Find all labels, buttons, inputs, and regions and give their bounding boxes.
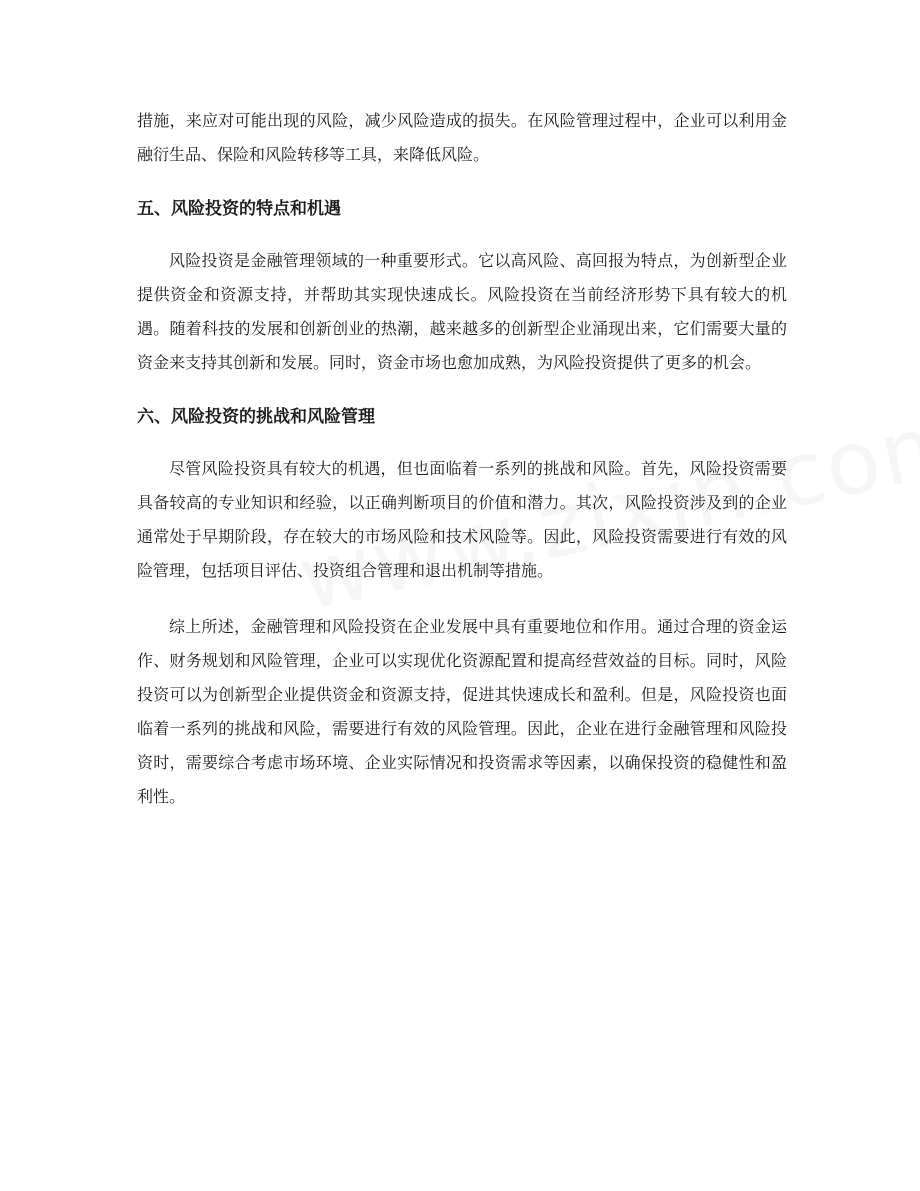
section-heading-5: 五、风险投资的特点和机遇 (137, 199, 341, 219)
paragraph-continuation: 措施，来应对可能出现的风险，减少风险造成的损失。在风险管理过程中，企业可以利用金融衍生品、保险和风险转移等工具，来降低风险。 (137, 111, 787, 164)
paragraph-section-5: 风险投资是金融管理领域的一种重要形式。它以高风险、高回报为特点，为创新型企业提供资金和资源支持，并帮助其实现快速成长。风险投资在当前经济形势下具有较大的机遇。随着科技的发展和创新创业的热潮，越来越多的创新型企业涌现出来，它们需要大量的资金来支持其创新和发展。同时，资金市场也愈加成熟，为风险投资提供了更多的机会。 (137, 251, 787, 372)
document-body (137, 104, 787, 814)
paragraph-conclusion: 综上所述，金融管理和风险投资在企业发展中具有重要地位和作用。通过合理的资金运作、财务规划和风险管理，企业可以实现优化资源配置和提高经营效益的目标。同时，风险投资可以为创新型企业提供资金和资源支持，促进其快速成长和盈利。但是，风险投资也面临着一系列的挑战和风险，需要进行有效的风险管理。因此，企业在进行金融管理和风险投资时，需要综合考虑市场环境、企业实际情况和投资需求等因素，以确保投资的稳健性和盈利性。 (137, 617, 787, 806)
section-heading-6: 六、风险投资的挑战和风险管理 (137, 407, 375, 427)
paragraph-section-6: 尽管风险投资具有较大的机遇，但也面临着一系列的挑战和风险。首先，风险投资需要具备较高的专业知识和经验，以正确判断项目的价值和潜力。其次，风险投资涉及到的企业通常处于早期阶段，存在较大的市场风险和技术风险等。因此，风险投资需要进行有效的风险管理，包括项目评估、投资组合管理和退出机制等措施。 (137, 459, 787, 580)
